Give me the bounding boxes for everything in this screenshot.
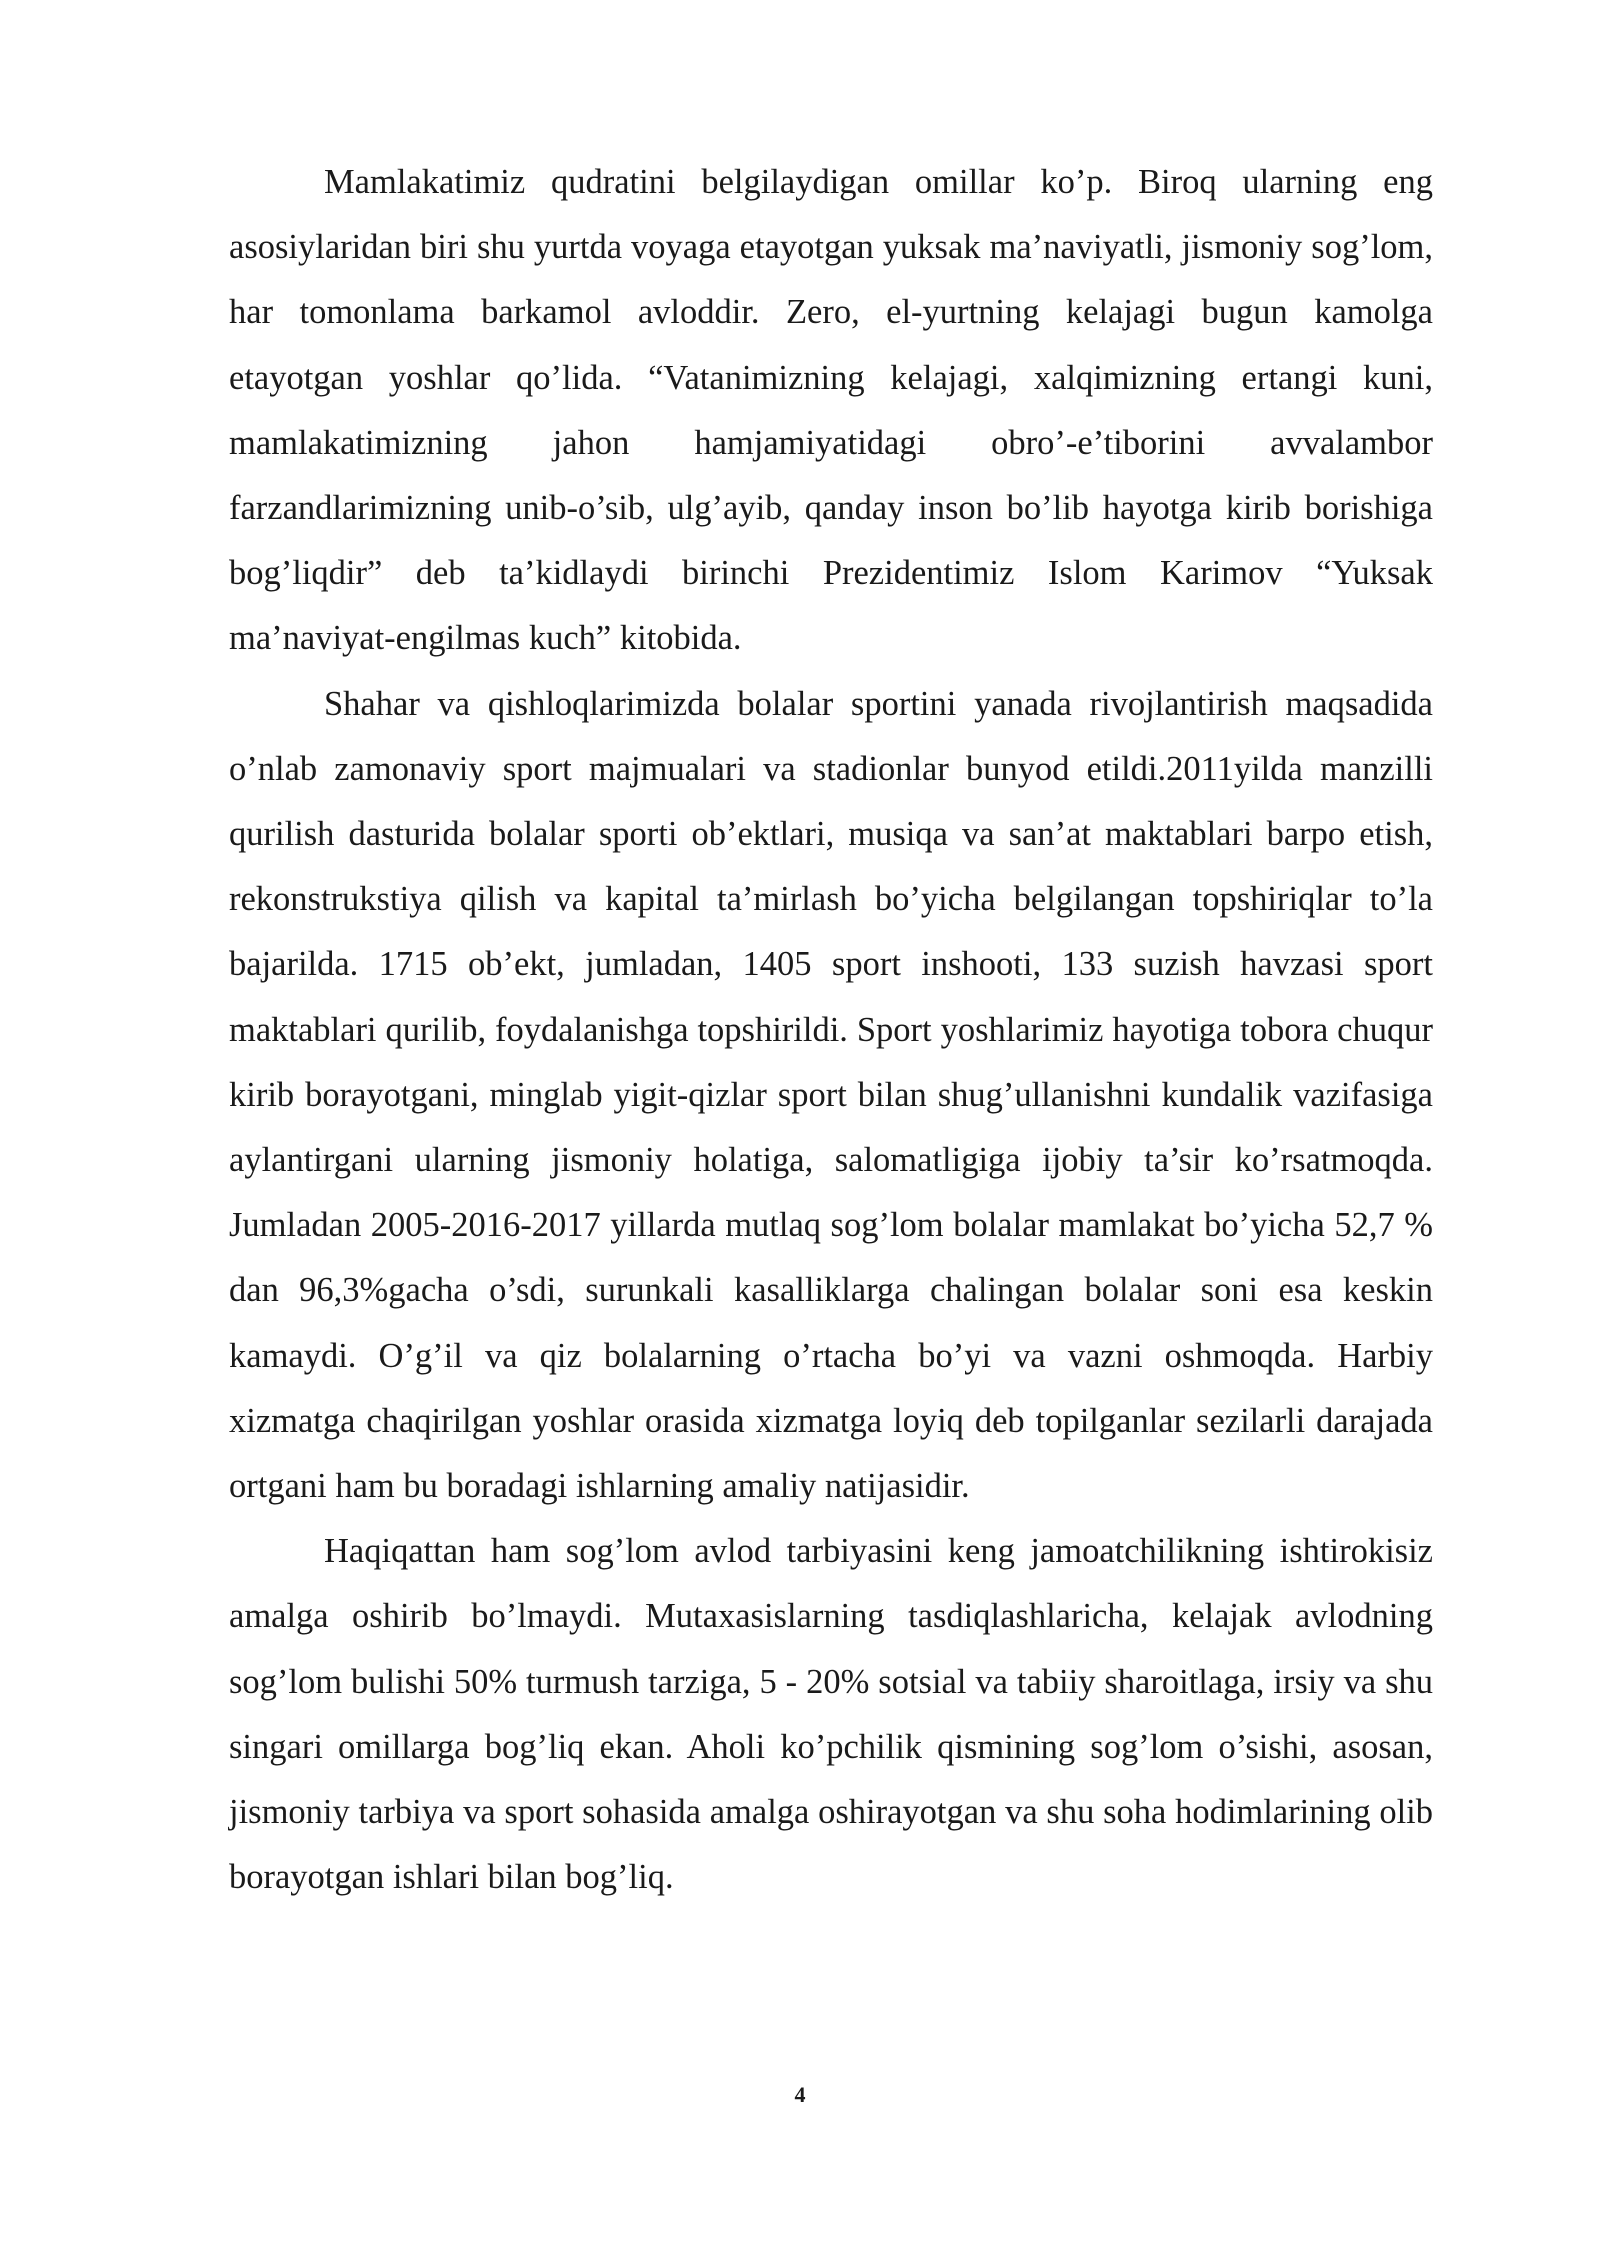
page-number: 4 — [794, 2082, 806, 2107]
paragraph-1: Mamlakatimiz qudratini belgilaydigan omillar ko’p. Biroq ularning eng asosiylaridan biri shu yurtda voyaga etayotgan yuksak ma’naviyatli, jismoniy sog’lom, har tomonlama barkamol avloddir. Zero, el-yurtning kelajagi bugun kamolga etayotgan yoshlar qo’lida. “Vatanimizning kelajagi, xalqimizning ertangi kuni, mamlakatimizning jahon hamjamiyatidagi obro’-e’tiborini avvalambor farzandlarimizning unib-o’sib, ulg’ayib, qanday inson bo’lib hayotga kirib borishiga bog’liqdir” deb ta’kidlaydi birinchi Prezidentimiz Islom Karimov “Yuksak ma’naviyat-engilmas kuch” kitobida. — [229, 163, 1433, 658]
paragraph-2: Shahar va qishloqlarimizda bolalar sportini yanada rivojlantirish maqsadida o’nlab zamonaviy sport majmualari va stadionlar bunyod etildi.2011yilda manzilli qurilish dasturida bolalar sporti ob’ektlari, musiqa va san’at maktablari barpo etish, rekonstrukstiya qilish va kapital ta’mirlash bo’yicha belgilangan topshiriqlar to’la bajarilda. 1715 ob’ekt, jumladan, 1405 sport inshooti, 133 suzish havzasi sport maktablari qurilib, foydalanishga topshirildi. Sport yoshlarimiz hayotiga tobora chuqur kirib borayotgani, minglab yigit-qizlar sport bilan shug’ullanishni kundalik vazifasiga aylantirgani ularning jismoniy holatiga, salomatligiga ijobiy ta’sir ko’rsatmoqda. Jumladan 2005-2016-2017 yillarda mutlaq sog’lom bolalar mamlakat bo’yicha 52,7 % dan 96,3%gacha o’sdi, surunkali kasalliklarga chalingan bolalar soni esa keskin kamaydi. O’g’il va qiz bolalarning o’rtacha bo’yi va vazni oshmoqda. Harbiy xizmatga chaqirilgan yoshlar orasida xizmatga loyiq deb topilganlar sezilarli darajada ortgani ham bu boradagi ishlarning amaliy natijasidir. — [229, 684, 1433, 1506]
paragraph-3: Haqiqattan ham sog’lom avlod tarbiyasini keng jamoatchilikning ishtirokisiz amalga oshirib bo’lmaydi. Mutaxasislarning tasdiqlashlaricha, kelajak avlodning sog’lom bulishi 50% turmush tarziga, 5 - 20% sotsial va tabiiy sharoitlaga, irsiy va shu singari omillarga bog’liq ekan. Aholi ko’pchilik qismining sog’lom o’sishi, asosan, jismoniy tarbiya va sport sohasida amalga oshirayotgan va shu soha hodimlarining olib borayotgan ishlari bilan bog’liq. — [229, 1532, 1433, 1897]
body-text — [229, 150, 1433, 1910]
